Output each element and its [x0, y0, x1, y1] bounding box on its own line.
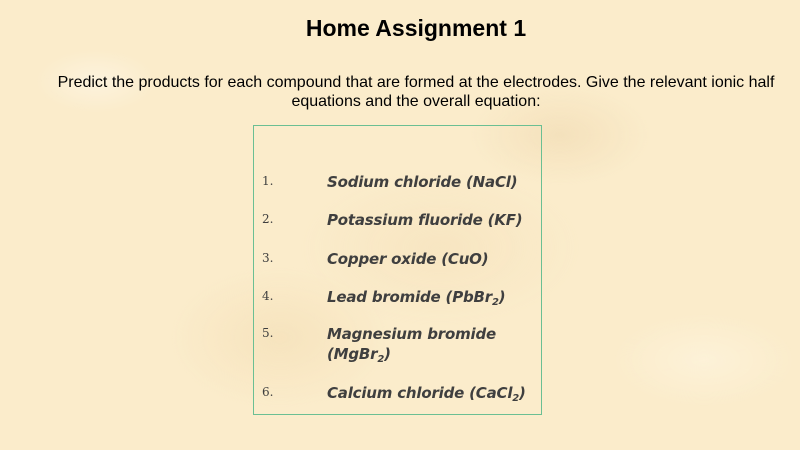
compound-name-close: )	[498, 288, 506, 306]
compound-name-line1: Magnesium bromide	[327, 325, 496, 343]
compound-name-text: Lead bromide (PbBr	[327, 288, 492, 306]
compound-name: Sodium chloride (NaCl)	[327, 173, 518, 191]
formula-subscript: 2	[512, 393, 520, 404]
compound-name: Copper oxide (CuO)	[327, 250, 489, 268]
compound-name-close: )	[384, 345, 391, 363]
compound-name-text: Calcium chloride (CaCl	[327, 384, 513, 402]
item-number: 5.	[262, 326, 274, 340]
compound-name-text: (MgBr	[327, 345, 378, 363]
compound-name: Potassium fluoride (KF)	[327, 211, 523, 229]
item-number: 2.	[262, 212, 274, 226]
item-number: 1.	[262, 174, 274, 188]
compound-name	[327, 324, 527, 364]
formula-subscript: 2	[491, 297, 499, 308]
slide-title: Home Assignment 1	[305, 15, 527, 41]
compound-name	[327, 383, 527, 403]
formula-subscript: 2	[377, 354, 385, 365]
compound-list-box	[253, 125, 542, 415]
compound-name	[327, 287, 527, 307]
instructions-text: Predict the products for each compound that are formed at the electrodes. Give the relevant ionic half equations and the overall equation:	[57, 74, 775, 110]
compound-name-close: )	[519, 384, 526, 402]
item-number: 6.	[262, 385, 274, 399]
item-number: 4.	[262, 289, 274, 303]
item-number: 3.	[262, 251, 274, 265]
